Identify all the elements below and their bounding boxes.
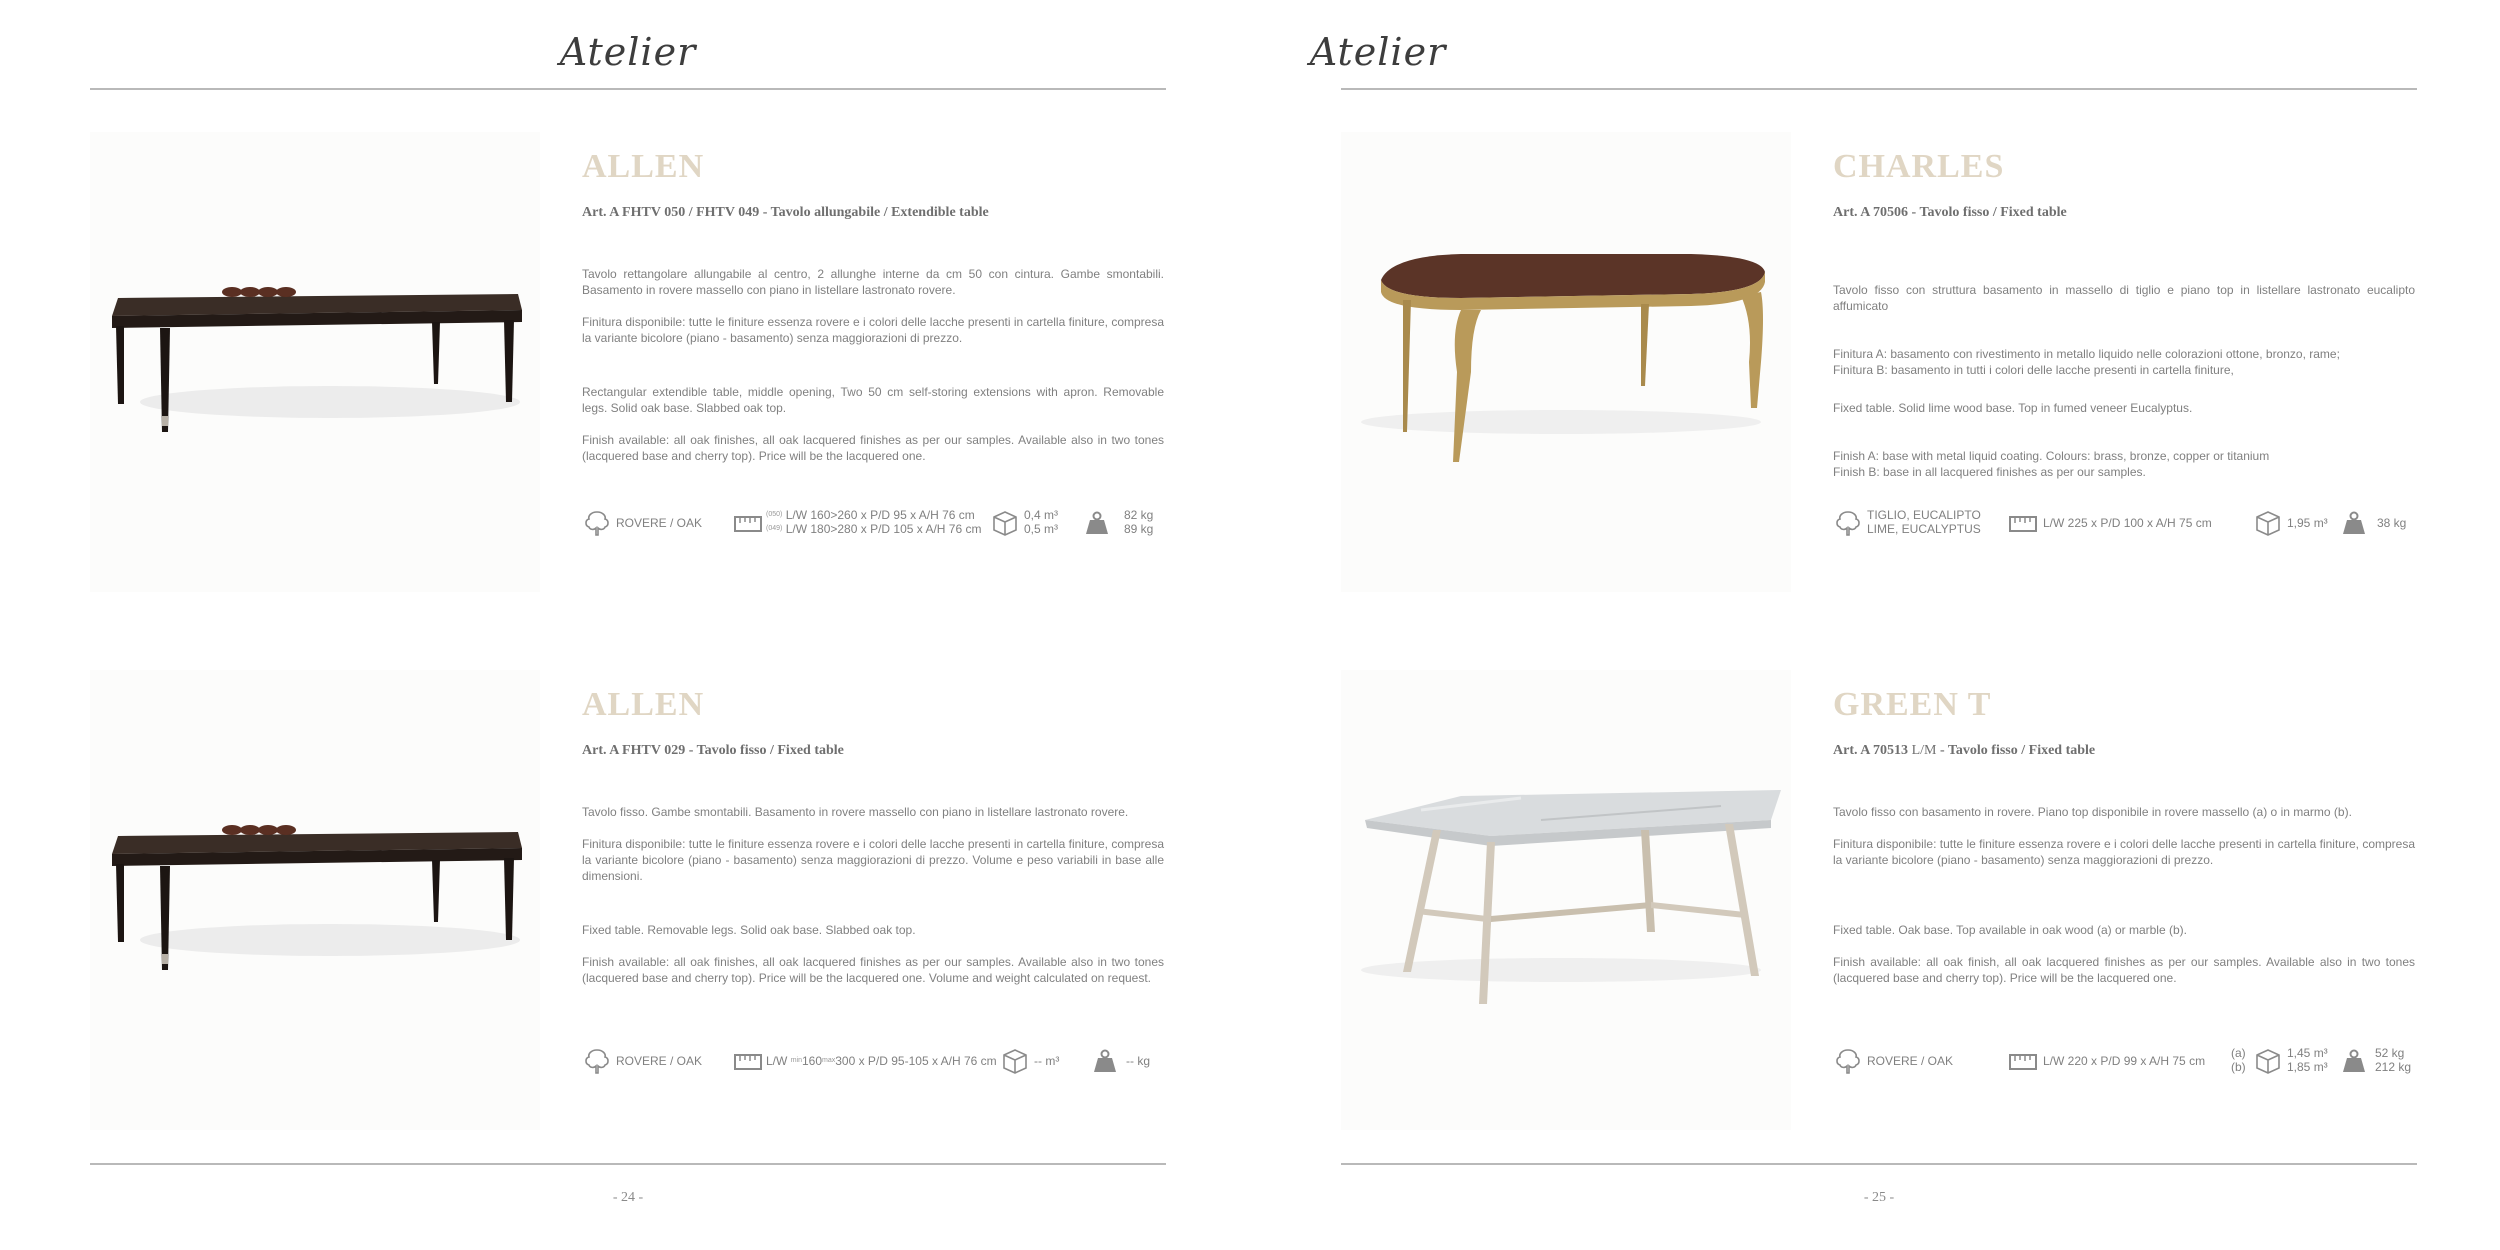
material-value — [1867, 508, 1981, 536]
dimension-max: max — [822, 1057, 836, 1064]
atelier-logo: Atelier — [559, 30, 697, 74]
ruler-icon — [2009, 1052, 2037, 1072]
description-paragraph: Finitura A: basamento con rivestimento in metallo liquido nelle colorazioni ottone, bronzo, rame; Finitura B: basamento in tutti i colori delle lacche presenti in cartella finiture, — [1833, 347, 2340, 377]
ruler-icon — [734, 1052, 762, 1072]
weight-line: 212 kg — [2375, 1060, 2412, 1074]
product-article: Art. A 70506 - Tavolo fisso / Fixed table — [1833, 205, 2067, 220]
tree-icon — [1833, 508, 1863, 538]
spec-row — [1833, 1044, 2415, 1078]
variant-label: (b) — [2231, 1060, 2246, 1074]
product-photo — [1341, 670, 1791, 1130]
variant-labels — [2231, 1046, 2246, 1074]
weight-value: -- kg — [1126, 1054, 1150, 1068]
atelier-logo: Atelier — [1309, 30, 1447, 74]
product-name: ALLEN — [582, 148, 705, 185]
product-allen-extendible — [90, 132, 1180, 592]
volume-value — [2287, 1046, 2328, 1074]
box-icon — [1000, 1046, 1030, 1076]
description-paragraph: Rectangular extendible table, middle opening, Two 50 cm self-storing extensions with apron. Removable legs. Solid oak base. Slabbed oak top. — [582, 385, 1164, 415]
material-value: ROVERE / OAK — [616, 1054, 703, 1068]
description-italian — [1833, 804, 2415, 884]
material-line: TIGLIO, EUCALIPTO — [1867, 508, 1981, 522]
header-rule — [90, 88, 1166, 90]
table-illustration — [1341, 132, 1791, 592]
weight-line: 89 kg — [1124, 522, 1154, 536]
product-name: CHARLES — [1833, 148, 2005, 185]
weight-line: 82 kg — [1124, 508, 1154, 522]
description-english — [1833, 922, 2415, 1002]
box-icon — [990, 508, 1020, 538]
description-english — [1833, 384, 2415, 512]
ruler-icon — [734, 514, 762, 534]
table-illustration — [90, 670, 540, 1130]
weight-icon — [2341, 510, 2367, 536]
dimensions-value: L/W 225 x P/D 100 x A/H 75 cm — [2043, 516, 2212, 530]
spec-row — [1833, 506, 2415, 540]
weight-value — [1124, 508, 1153, 536]
header-rule — [1341, 88, 2417, 90]
box-icon — [2253, 1046, 2283, 1076]
description-paragraph: Finish available: all oak finishes, all oak lacquered finishes as per our samples. Available also in two tones (lacquered base and cherry top). Price will be the lacquered one. — [582, 433, 1164, 463]
product-photo — [90, 132, 540, 592]
description-paragraph: Fixed table. Solid lime wood base. Top in fumed veneer Eucalyptus. — [1833, 401, 2193, 415]
dimension-text: L/W 160>260 x P/D 95 x A/H 76 cm — [785, 508, 975, 522]
product-photo — [1341, 132, 1791, 592]
description-paragraph: Finish available: all oak finish, all oak lacquered finishes as per our samples. Available also in two tones (lacquered base and cherry top). Price will be the lacquered one. — [1833, 955, 2415, 985]
tree-icon — [582, 508, 612, 538]
dimensions-value — [766, 508, 981, 536]
footer-rule — [1341, 1163, 2417, 1165]
product-article — [1833, 743, 2095, 759]
weight-value — [2375, 1046, 2411, 1074]
weight-line: 52 kg — [2375, 1046, 2405, 1060]
page-number: - 25 - — [1863, 1190, 1895, 1205]
spec-row — [582, 506, 1164, 540]
product-article: Art. A FHTV 050 / FHTV 049 - Tavolo allungabile / Extendible table — [582, 205, 989, 220]
material-value: ROVERE / OAK — [616, 516, 703, 530]
description-italian — [582, 804, 1164, 900]
product-name: GREEN T — [1833, 686, 1992, 723]
description-english — [582, 922, 1164, 1002]
product-charles — [1341, 132, 2431, 592]
box-icon — [2253, 508, 2283, 538]
tree-icon — [1833, 1046, 1863, 1076]
spec-row — [582, 1044, 1164, 1078]
dimension-part: L/W — [766, 1054, 788, 1068]
page-number: - 24 - — [612, 1190, 644, 1205]
description-paragraph: Tavolo fisso con basamento in rovere. Piano top disponibile in rovere massello (a) o in marmo (b). — [1833, 805, 2352, 819]
volume-line: 1,85 m³ — [2287, 1060, 2328, 1074]
table-illustration — [1341, 670, 1791, 1130]
product-name: ALLEN — [582, 686, 705, 723]
description-paragraph: Tavolo rettangolare allungabile al centro, 2 allunghe interne da cm 50 con cintura. Gambe smontabili. Basamento in rovere massello con piano in listellare lastronato rovere. — [582, 267, 1164, 297]
weight-value: 38 kg — [2377, 516, 2407, 530]
volume-line: 0,5 m³ — [1024, 522, 1059, 536]
dimension-code: (049) — [766, 525, 783, 532]
dimension-min: min — [790, 1057, 802, 1064]
volume-value: 1,95 m³ — [2287, 516, 2328, 530]
product-green-t — [1341, 670, 2431, 1130]
material-line: LIME, EUCALYPTUS — [1867, 522, 1981, 536]
dimension-part: 300 x P/D 95-105 x A/H 76 cm — [835, 1054, 997, 1068]
description-paragraph: Tavolo fisso con struttura basamento in massello di tiglio e piano top in listellare lastronato eucalipto affumicato — [1833, 283, 2415, 313]
description-paragraph: Finitura disponibile: tutte le finiture essenza rovere e i colori delle lacche presenti in cartella finiture, compresa la variante bicolore (piano - basamento) senza maggiorazioni di prezzo. — [582, 315, 1164, 345]
description-paragraph: Finish available: all oak finishes, all oak lacquered finishes as per our samples. Available also in two tones (lacquered base and cherry top). Price will be the lacquered one. Volume and weight calculated on request. — [582, 955, 1164, 985]
product-allen-fixed — [90, 670, 1180, 1130]
volume-value — [1024, 508, 1058, 536]
footer-rule — [90, 1163, 1166, 1165]
volume-value: -- m³ — [1034, 1054, 1060, 1068]
table-illustration — [90, 132, 540, 592]
product-photo — [90, 670, 540, 1130]
ruler-icon — [2009, 514, 2037, 534]
volume-line: 1,45 m³ — [2287, 1046, 2328, 1060]
description-english — [582, 384, 1164, 480]
weight-icon — [2341, 1048, 2367, 1074]
article-code: Art. A 70513 — [1833, 743, 1912, 758]
volume-line: 0,4 m³ — [1024, 508, 1059, 522]
catalog-page-right — [1250, 0, 2500, 1250]
material-value: ROVERE / OAK — [1867, 1054, 1954, 1068]
description-paragraph: Fixed table. Oak base. Top available in oak wood (a) or marble (b). — [1833, 923, 2187, 937]
description-italian — [582, 266, 1164, 362]
dimension-text: L/W 180>280 x P/D 105 x A/H 76 cm — [785, 522, 982, 536]
description-paragraph: Finitura disponibile: tutte le finiture essenza rovere e i colori delle lacche presenti in cartella finiture, compresa la variante bicolore (piano - basamento) senza maggiorazioni di prezzo. — [1833, 837, 2415, 867]
dimensions-value — [766, 1054, 997, 1068]
product-article: Art. A FHTV 029 - Tavolo fisso / Fixed table — [582, 743, 844, 758]
description-paragraph: Tavolo fisso. Gambe smontabili. Basamento in rovere massello con piano in listellare lastronato rovere. — [582, 805, 1129, 819]
article-size-code: L/M — [1911, 743, 1937, 758]
dimensions-value: L/W 220 x P/D 99 x A/H 75 cm — [2043, 1054, 2206, 1068]
weight-icon — [1084, 510, 1110, 536]
weight-icon — [1092, 1048, 1118, 1074]
description-paragraph: Fixed table. Removable legs. Solid oak base. Slabbed oak top. — [582, 923, 916, 937]
description-paragraph: Finish A: base with metal liquid coating. Colours: brass, bronze, copper or titanium Finish B: base in all lacquered finishes as per our samples. — [1833, 449, 2270, 479]
dimension-code: (050) — [766, 511, 783, 518]
tree-icon — [582, 1046, 612, 1076]
description-paragraph: Finitura disponibile: tutte le finiture essenza rovere e i colori delle lacche presenti in cartella finiture, compresa la variante bicolore (piano - basamento) senza maggiorazioni di prezzo. Volume e peso variabili in base alle dimensioni. — [582, 837, 1164, 883]
dimension-part: 160 — [801, 1054, 822, 1068]
article-type: - Tavolo fisso / Fixed table — [1936, 743, 2096, 758]
variant-label: (a) — [2231, 1046, 2246, 1060]
